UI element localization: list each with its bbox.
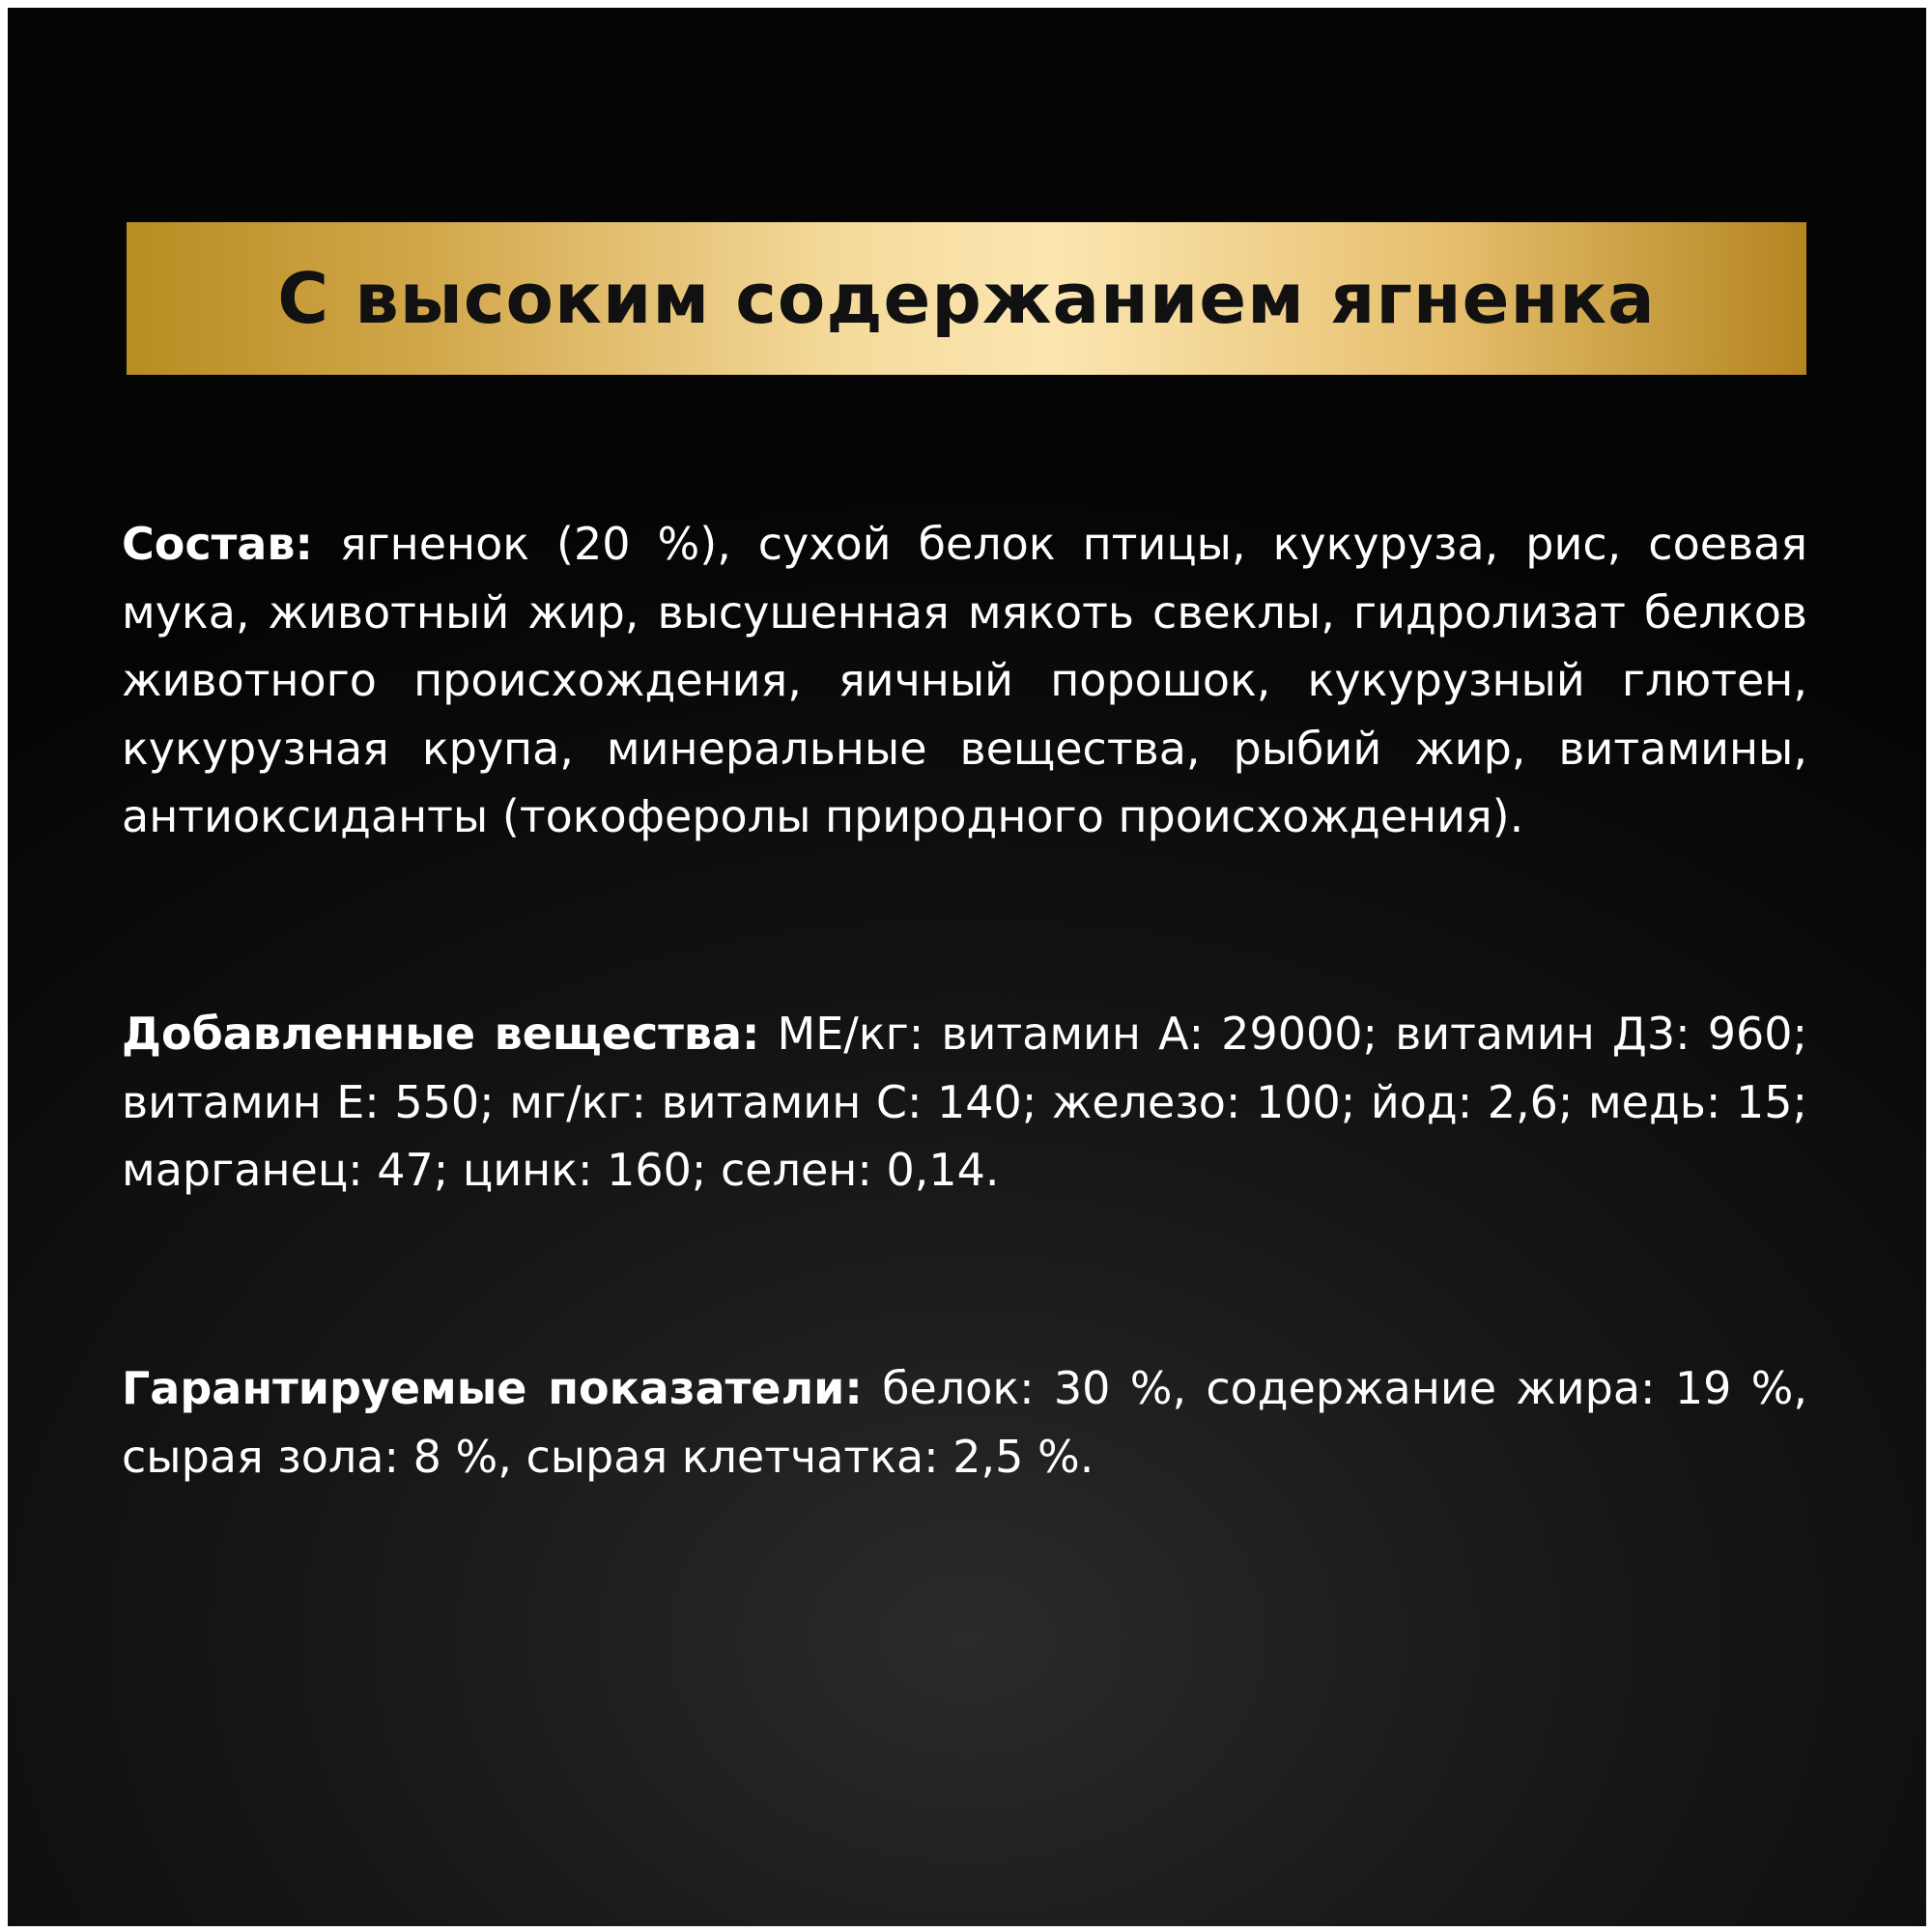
- guaranteed-section: [122, 1354, 1807, 1491]
- product-info-card: [8, 8, 1926, 1926]
- guaranteed-text: белок: 30 %, содержание жира: 19 %, сырая зола: 8 %, сырая клетчатка: 2,5 %.: [122, 1362, 1807, 1483]
- guaranteed-label: Гарантируемые показатели:: [122, 1362, 863, 1414]
- banner-title: С высоким содержанием ягненка: [277, 258, 1656, 339]
- additives-label: Добавленные вещества:: [122, 1008, 760, 1060]
- composition-text: ягненок (20 %), сухой белок птицы, кукуруза, рис, соевая мука, животный жир, высушенная мякоть свеклы, гидролизат белков животного происхождения, яичный порошок, кукурузный глютен, кукурузная крупа, минеральные вещества, рыбий жир, витамины, антиоксиданты (токоферолы природного происхождения).: [122, 518, 1807, 842]
- title-banner: [127, 222, 1806, 375]
- composition-section: [122, 510, 1807, 851]
- additives-section: [122, 1000, 1807, 1205]
- additives-text: МЕ/кг: витамин А: 29000; витамин Д3: 960; витамин Е: 550; мг/кг: витамин С: 140; железо: 100; йод: 2,6; медь: 15; марганец: 47; цинк: 160; селен: 0,14.: [122, 1008, 1807, 1196]
- composition-label: Состав:: [122, 518, 313, 570]
